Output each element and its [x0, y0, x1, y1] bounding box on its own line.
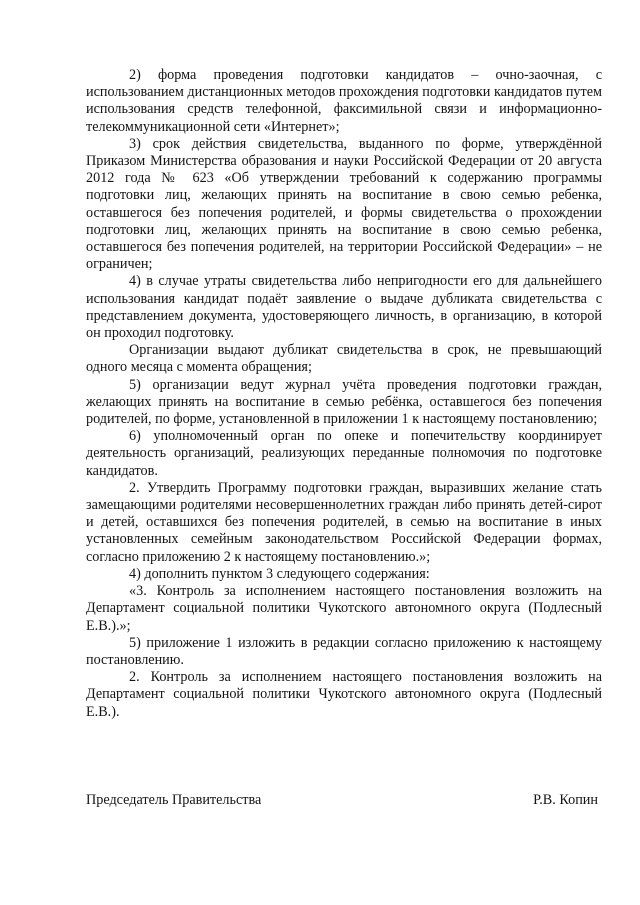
paragraph-coordination: 6) уполномоченный орган по опеке и попечительству координирует деятельность организаций, реализующих переданные полномочия по подготовке кандидатов. — [86, 428, 602, 479]
document-body — [86, 67, 602, 721]
paragraph-approve-program: 2. Утвердить Программу подготовки граждан, выразивших желание стать замещающими родителями несовершеннолетних граждан либо принять детей-сирот и детей, оставшихся без попечения родителей, в семью на воспитание в иных установленных семейным законодательством Российской Федерации формах, согласно приложению 2 к настоящему постановлению.»; — [86, 479, 602, 565]
signature-block — [86, 792, 602, 809]
paragraph-certificate-loss: 4) в случае утраты свидетельства либо непригодности его для дальнейшего использования кандидат подаёт заявление о выдаче дубликата свидетельства с представлением документа, удостоверяющего личность, в организацию, в которой он проходил подготовку. — [86, 273, 602, 342]
paragraph-control: 2. Контроль за исполнением настоящего постановления возложить на Департамент социальной политики Чукотского автономного округа (Подлесный Е.В.). — [86, 669, 602, 720]
signatory-position: Председатель Правительства — [86, 792, 262, 808]
paragraph-form-of-training: 2) форма проведения подготовки кандидатов – очно-заочная, с использованием дистанционных методов прохождения подготовки кандидатов путем использования средств телефонной, факсимильной связи и информационно-телекоммуникационной сети «Интернет»; — [86, 67, 602, 135]
paragraph-add-item-3: 4) дополнить пунктом 3 следующего содержания: — [129, 565, 430, 582]
signatory-name: Р.В. Копин — [533, 792, 598, 808]
paragraph-control-quote: «3. Контроль за исполнением настоящего постановления возложить на Департамент социальной политики Чукотского автономного округа (Подлесный Е.В.).»; — [86, 583, 602, 634]
paragraph-appendix-1: 5) приложение 1 изложить в редакции согласно приложению к настоящему постановлению. — [86, 634, 602, 668]
paragraph-certificate-validity: 3) срок действия свидетельства, выданного по форме, утверждённой Приказом Министерства образования и науки Российской Федерации от 20 августа 2012 года № 623 «Об утверждении требований к содержанию программы подготовки лиц, желающих принять на воспитание в свою семью ребенка, оставшегося без попечения родителей, и формы свидетельства о прохождении подготовки лиц, желающих принять на воспитание в свою семью ребенка, оставшегося без попечения родителей, на территории Российской Федерации» – не ограничен; — [86, 135, 602, 273]
paragraph-journal: 5) организации ведут журнал учёта проведения подготовки граждан, желающих принять на воспитание в семью ребёнка, оставшегося без попечения родителей, по форме, установленной в приложении 1 к настоящему постановлению; — [86, 376, 602, 428]
paragraph-duplicate-issue: Организации выдают дубликат свидетельства в срок, не превышающий одного месяца с момента обращения; — [86, 342, 602, 376]
